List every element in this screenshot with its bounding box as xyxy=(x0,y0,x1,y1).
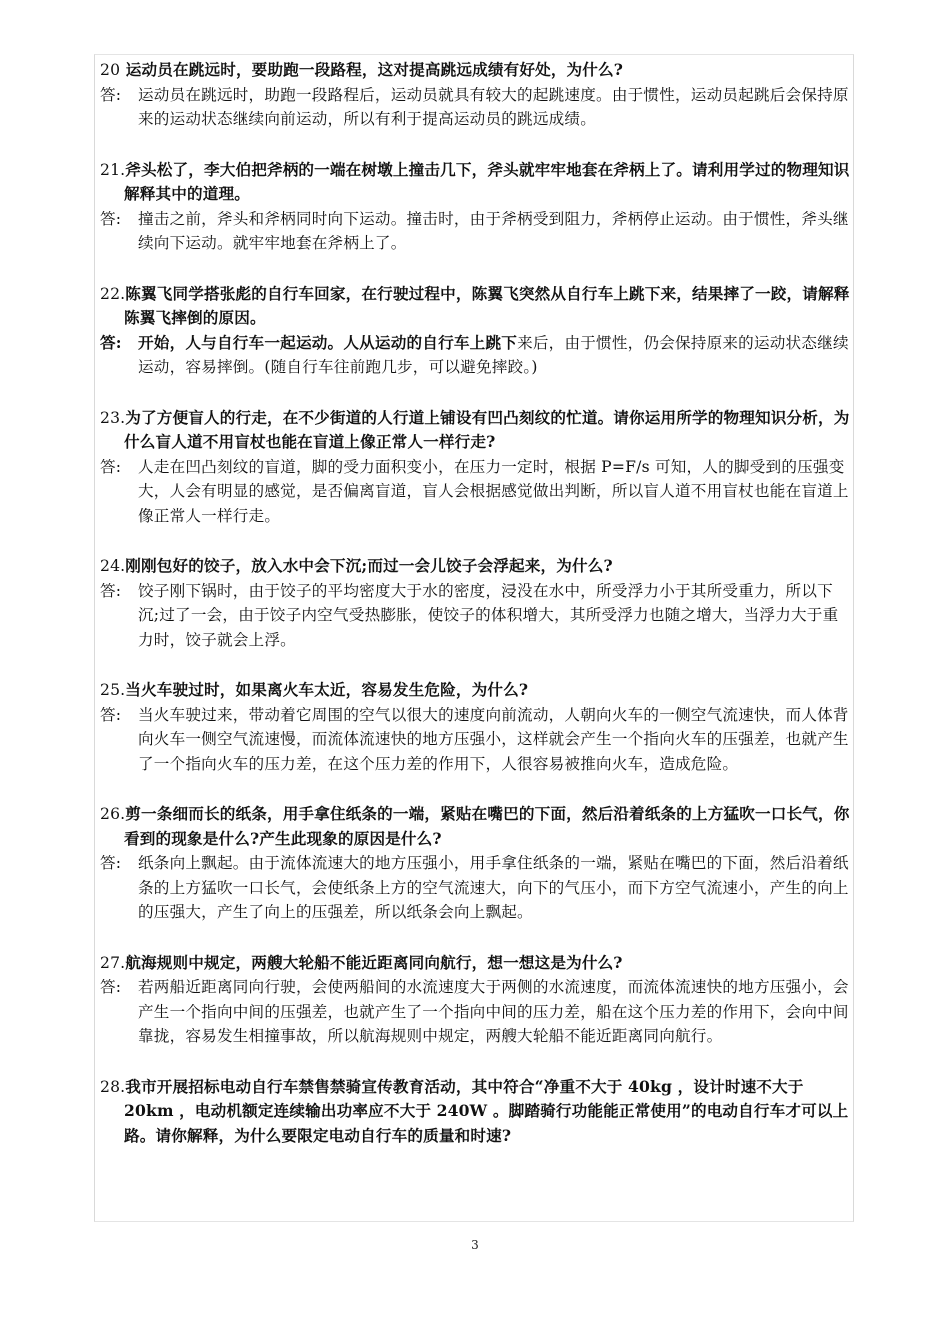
question-number: 22. xyxy=(100,284,126,303)
answer-text xyxy=(100,83,852,132)
answer-text xyxy=(100,455,852,529)
question-body: 航海规则中规定，两艘大轮船不能近距离同向航行，想一想这是为什么? xyxy=(125,952,623,972)
answer-body: 人走在凹凸刻纹的盲道，脚的受力面积变小，在压力一定时，根据 P=F/s 可知，人的脚受到的压强变大，人会有明显的感觉，是否偏离盲道，盲人会根据感觉做出判断，所以盲人道不用盲杖也能在盲道上像正常人一样行走。 xyxy=(138,457,849,525)
answer-body: 纸条向上飘起。由于流体流速大的地方压强小，用手拿住纸条的一端，紧贴在嘴巴的下面，然后沿着纸条的上方猛吹一口长气，会使纸条上方的空气流速大，向下的气压小，而下方空气流速小，产生的向上的压强大，产生了向上的压强差，所以纸条会向上飘起。 xyxy=(138,854,849,921)
answer-label: 答: xyxy=(100,457,122,476)
question-27 xyxy=(100,951,852,1049)
question-text xyxy=(100,58,852,83)
question-21 xyxy=(100,158,852,256)
question-text xyxy=(100,678,852,703)
question-body: 陈翼飞同学搭张彪的自行车回家，在行驶过程中，陈翼飞突然从自行车上跳下来，结果摔了一跤，请解释陈翼飞摔倒的原因。 xyxy=(124,283,850,327)
answer-body: 运动员在跳远时，助跑一段路程后，运动员就具有较大的起跳速度。由于惯性，运动员起跳后会保持原来的运动状态继续向前运动，所以有利于提高运动员的跳远成绩。 xyxy=(138,85,849,128)
answer-text xyxy=(100,207,852,256)
question-text xyxy=(100,802,852,851)
question-number: 23. xyxy=(100,408,126,427)
answer-body: 饺子刚下锅时，由于饺子的平均密度大于水的密度，浸没在水中，所受浮力小于其所受重力，所以下沉;过了一会，由于饺子内空气受热膨胀，使饺子的体积增大，其所受浮力也随之增大，当浮力大于重力时，饺子就会上浮。 xyxy=(138,581,839,649)
answer-label: 答: xyxy=(100,978,122,996)
question-body: 斧头松了，李大伯把斧柄的一端在树墩上撞击几下，斧头就牢牢地套在斧柄上了。请利用学过的物理知识解释其中的道理。 xyxy=(124,159,850,203)
answer-text xyxy=(100,331,852,380)
answer-label: 答: xyxy=(100,581,122,600)
question-20 xyxy=(100,58,852,132)
document-body xyxy=(100,52,852,1148)
question-body: 剪一条细而长的纸条，用手拿住纸条的一端，紧贴在嘴巴的下面，然后沿着纸条的上方猛吹一口长气，你看到的现象是什么?产生此现象的原因是什么? xyxy=(124,804,850,848)
question-number: 20 xyxy=(100,61,121,79)
answer-label: 答: xyxy=(100,85,122,104)
question-23 xyxy=(100,406,852,529)
question-text xyxy=(100,554,852,579)
question-text xyxy=(100,282,852,331)
question-body: 运动员在跳远时，要助跑一段路程，这对提高跳远成绩有好处，为什么? xyxy=(120,60,624,79)
question-number: 25. xyxy=(100,681,126,699)
question-text xyxy=(100,1075,852,1149)
question-number: 27. xyxy=(100,953,126,972)
question-body: 刚刚包好的饺子，放入水中会下沉;而过一会儿饺子会浮起来，为什么? xyxy=(125,556,613,575)
answer-body-bold: 开始，人与自行车一起运动。人从运动的自行车上跳下 xyxy=(138,332,518,352)
answer-body: 来后，由于惯性，仍会保持原来的运动状态继续运动，容易摔倒。(随自行车往前跑几步，可以避免摔跤。) xyxy=(138,333,849,376)
page-number: 3 xyxy=(471,1238,479,1252)
question-28 xyxy=(100,1075,852,1149)
question-text xyxy=(100,158,852,207)
answer-body: 当火车驶过来，带动着它周围的空气以很大的速度向前流动，人朝向火车的一侧空气流速快，而人体背向火车一侧空气流速慢，而流体流速快的地方压强小，这样就会产生一个指向火车的压强差，也就产生了一个指向火车的压力差，在这个压力差的作用下，人很容易被推向火车，造成危险。 xyxy=(138,705,849,773)
answer-label: 答: xyxy=(100,209,122,228)
answer-body: 撞击之前，斧头和斧柄同时向下运动。撞击时，由于斧柄受到阻力，斧柄停止运动。由于惯性，斧头继续向下运动。就牢牢地套在斧柄上了。 xyxy=(138,209,849,252)
answer-text xyxy=(100,579,852,653)
answer-label: 答: xyxy=(100,705,122,724)
question-number: 26. xyxy=(100,805,126,823)
answer-label: 答: xyxy=(100,332,122,352)
question-22 xyxy=(100,282,852,380)
answer-text xyxy=(100,851,852,925)
question-body: 当火车驶过时，如果离火车太近，容易发生危险，为什么? xyxy=(125,680,529,699)
question-text xyxy=(100,951,852,976)
answer-text xyxy=(100,703,852,777)
question-number: 24. xyxy=(100,557,126,575)
answer-label: 答: xyxy=(100,854,122,872)
question-number: 28. xyxy=(100,1077,126,1096)
answer-text xyxy=(100,975,852,1049)
question-body: 我市开展招标电动自行车禁售禁骑宣传教育活动，其中符合“净重不大于 40kg ，设计时速不大于 20km ，电动机额定连续输出功率应不大于 240W 。脚踏骑行功能能正常使用”的电动自行车才可以上路。请你解释，为什么要限定电动自行车的质量和时速? xyxy=(124,1076,849,1145)
question-text xyxy=(100,406,852,455)
question-24 xyxy=(100,554,852,652)
question-25 xyxy=(100,678,852,776)
question-number: 21. xyxy=(100,160,126,179)
answer-body: 若两船近距离同向行驶，会使两船间的水流速度大于两侧的水流速度，而流体流速快的地方压强小，会产生一个指向中间的压强差，也就产生了一个指向中间的压力差，船在这个压力差的作用下，会向中间靠拢，容易发生相撞事故，所以航海规则中规定，两艘大轮船不能近距离同向航行。 xyxy=(138,978,849,1045)
question-26 xyxy=(100,802,852,925)
question-body: 为了方便盲人的行走，在不少街道的人行道上铺设有凹凸刻纹的忙道。请你运用所学的物理知识分析，为什么盲人道不用盲杖也能在盲道上像正常人一样行走? xyxy=(124,407,850,451)
